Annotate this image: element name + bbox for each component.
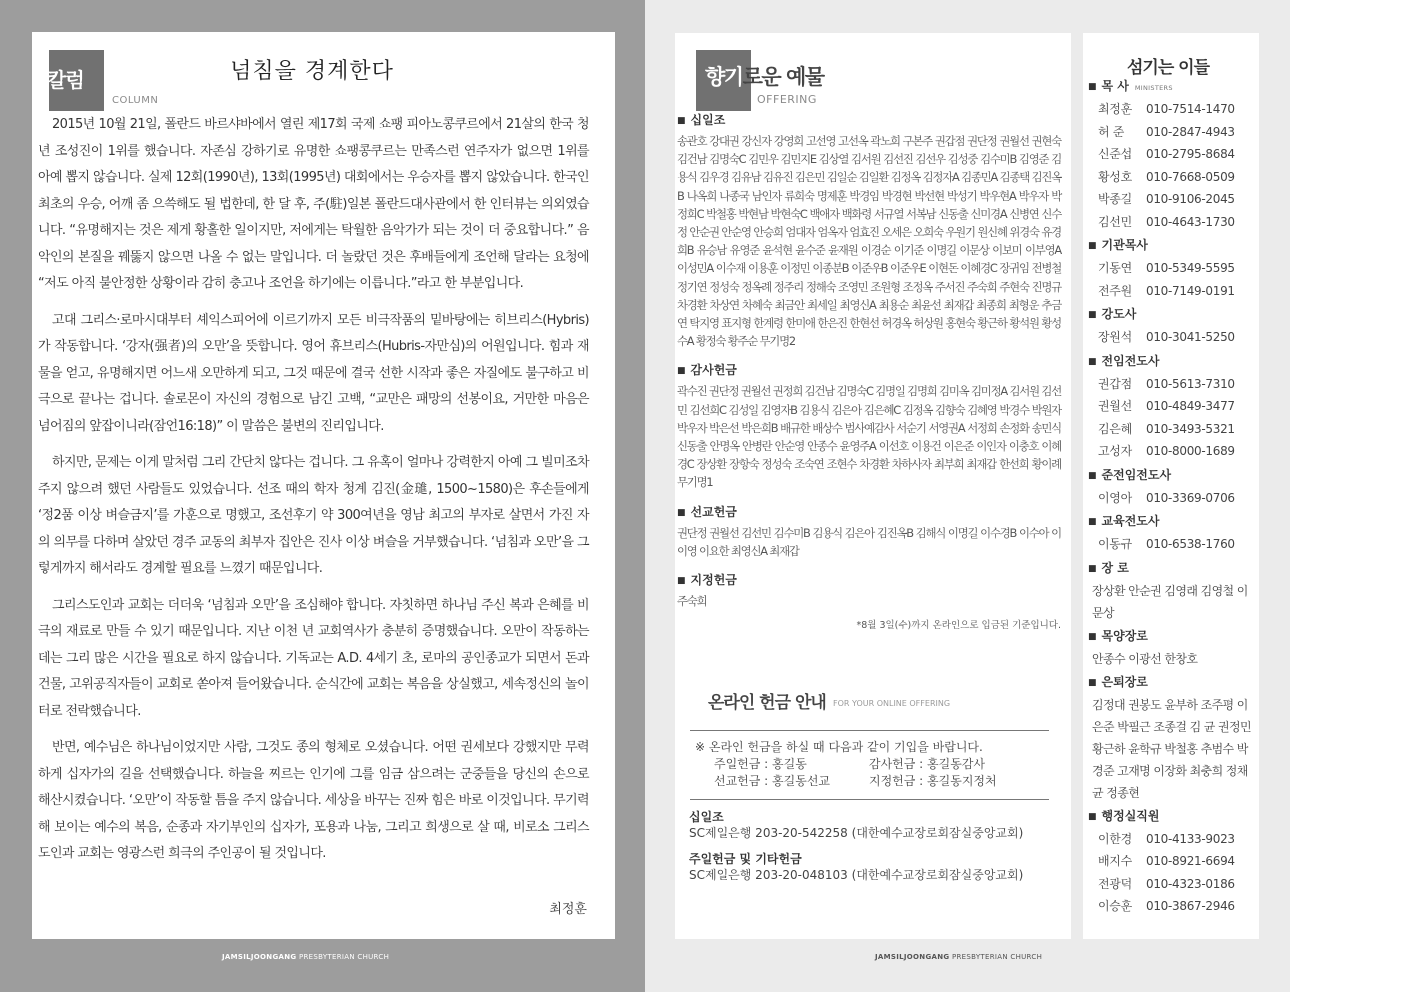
ministers-group (1088, 466, 1256, 510)
bank-account-value: SC제일은행 203-20-542258 (대한예수교장로회잠실중앙교회) (689, 826, 1024, 840)
ministers-group-heading-label: 기관목사 (1101, 238, 1148, 252)
minister-name: 최정훈 (1098, 102, 1132, 116)
column-subtitle: COLUMN (112, 95, 159, 106)
minister-name: 이영아 (1098, 490, 1132, 505)
minister-contact-row (1088, 166, 1256, 189)
minister-phone: 010-4323-0186 (1146, 876, 1235, 891)
ministers-group-heading-label: 교육전도사 (1101, 514, 1160, 528)
minister-contact-row (1088, 873, 1256, 896)
online-offering-title: 온라인 헌금 안내 (708, 693, 826, 713)
footer-name-bold: JAMSILJOONGANG (875, 953, 950, 961)
ministers-group (1088, 236, 1256, 302)
ministers-group (1088, 559, 1256, 624)
offering-section-names: 권단정 권월선 김선민 김수미B 김용식 김은아 김진옥B 김해식 이명길 이수경B 이수아 이이영 이요한 최영신A 최재갑 (677, 525, 1061, 558)
ministers-group (1088, 305, 1256, 349)
minister-name: 신준섭 (1098, 147, 1132, 161)
minister-contact-row (1088, 440, 1256, 463)
minister-name: 배지수 (1098, 854, 1132, 868)
minister-contact-row (1088, 828, 1256, 851)
column-title: 넘침을 경계한다 (230, 59, 394, 84)
ministers-group-heading (1088, 627, 1256, 648)
online-offering-row (695, 773, 1045, 790)
ministers-list (1088, 77, 1256, 921)
online-offering-subtitle: FOR YOUR ONLINE OFFERING (833, 699, 951, 708)
footer-church-name (222, 953, 389, 961)
offering-section-mission (677, 503, 1061, 560)
elder-names: 김정대 권봉도 윤부하 조주평 이은준 박필근 조종걸 김 균 권정민 황근하 윤학규 박철홍 추범수 박경준 고재명 이장화 최충희 정채균 정종현 (1092, 697, 1251, 800)
minister-phone: 010-4643-1730 (1146, 214, 1235, 229)
minister-name: 권갑점 (1098, 376, 1132, 391)
minister-contact-row (1088, 487, 1256, 510)
ministers-group-heading (1088, 673, 1256, 694)
offering-section-designated (677, 571, 1061, 610)
offering-section-heading: ■ 선교헌금 (677, 503, 1061, 524)
minister-phone: 010-7514-1470 (1146, 102, 1235, 116)
offering-title (705, 61, 824, 91)
minister-phone: 010-5349-5595 (1146, 261, 1235, 275)
ministers-group-heading-label: 행정실직원 (1101, 808, 1160, 823)
column-author: 최정훈 (549, 902, 587, 917)
minister-name: 권월선 (1098, 399, 1132, 413)
minister-phone: 010-8000-1689 (1146, 444, 1235, 458)
ministers-group (1088, 77, 1256, 233)
minister-phone: 010-6538-1760 (1146, 537, 1235, 551)
ministers-group (1088, 807, 1256, 918)
ministers-group-heading-label: 목양장로 (1101, 628, 1148, 643)
minister-contact-row (1088, 373, 1256, 396)
minister-contact-row (1088, 418, 1256, 441)
minister-name: 고성자 (1098, 444, 1132, 458)
column-paragraph: 2015년 10월 21일, 폴란드 바르샤바에서 열린 제17회 국제 쇼팽 피아노콩쿠르에서 21살의 한국 청년 조성진이 1위를 했습니다. 자존심 강하기로 유명한 쇼팽콩쿠르는 만족스런 연주자가 없으면 1위를 아예 뽑지 않습니다. 실제 12회(1990년), 13회(1995년) 대회에서는 우승자를 뽑지 않았습니다. 한국인 최초의 우승, 어깨 좀 으쓱해도 될 법한데, 한 달 후, 주(駐)일본 폴란드대사관에서 한 인터뷰는 의외였습니다. “유명해지는 것은 제게 황홀한 일이지만, 저에게는 탁월한 음악가가 되는 것이 더 중요합니다.” 음악인의 본질을 꿰뚫지 않으면 나올 수 없는 말입니다. 더 놀랐던 것은 후배들에게 조언해 달라는 요청에 “저도 아직 불안정한 상황이라 감히 충고나 조언을 하기에는 이릅니다.”라고 한 부분입니다. (38, 117, 589, 291)
ministers-group (1088, 673, 1256, 804)
offering-title-part-a: 향기 (705, 65, 743, 89)
minister-phone: 010-2847-4943 (1146, 124, 1235, 139)
ministers-group-heading-label: 은퇴장로 (1101, 674, 1148, 689)
online-offering-example: 선교헌금 : 홍길동선교 (714, 774, 831, 788)
minister-phone: 010-2795-8684 (1146, 147, 1235, 161)
minister-contact-row (1088, 257, 1256, 280)
ministers-group-heading (1088, 77, 1256, 98)
minister-name: 전광덕 (1098, 876, 1132, 891)
ministers-group-heading (1088, 559, 1256, 580)
bank-account-label: 주일헌금 및 기타헌금 (689, 852, 802, 866)
ministers-group-heading-label: 전임전도사 (1101, 353, 1160, 368)
offering-panel (675, 33, 1071, 939)
minister-name: 김은혜 (1098, 421, 1132, 436)
minister-name: 김선민 (1098, 214, 1132, 229)
minister-contact-row (1088, 188, 1256, 211)
minister-phone: 010-3493-5321 (1146, 421, 1235, 436)
column-paragraph: 반면, 예수님은 하나님이었지만 사람, 그것도 종의 형체로 오셨습니다. 어떤 권세보다 강했지만 무력하게 십자가의 길을 선택했습니다. 하늘을 찌르는 인기에 그를 임금 삼으려는 군중들을 당신의 손으로 해산시켰습니다. ‘오만’이 작동할 틈을 주지 않습니다. 세상을 바꾸는 진짜 힘은 바로 이것입니다. 무기력해 보이는 예수의 복음, 순종과 자기부인의 십자가, 포용과 나눔, 그리고 희생으로 살 때, 비로소 그리스도인과 교회는 영광스런 희극의 주인공이 될 것입니다. (38, 740, 589, 861)
online-offering-row (695, 756, 1045, 773)
minister-phone: 010-4849-3477 (1146, 399, 1235, 413)
minister-phone: 010-9106-2045 (1146, 192, 1235, 206)
online-offering-example: 주일헌금 : 홍길동 (714, 757, 807, 771)
ministers-group-heading (1088, 236, 1256, 257)
offering-section-heading: ■ 십일조 (677, 111, 1061, 132)
bank-account-item (689, 809, 1059, 841)
ministers-group-heading (1088, 512, 1256, 533)
footer-name-rest: PRESBYTERIAN CHURCH (296, 953, 390, 961)
online-offering-instructions (695, 739, 1045, 790)
minister-contact-row (1088, 850, 1256, 873)
ministers-group (1088, 352, 1256, 463)
offering-subtitle: OFFERING (757, 93, 817, 106)
ministers-group-heading-label: 장 로 (1101, 560, 1129, 575)
ministers-group-heading (1088, 807, 1256, 828)
minister-name: 이한경 (1098, 831, 1132, 846)
minister-contact-row (1088, 895, 1256, 918)
offering-note: *8월 3일(수)까지 온라인으로 입금된 기준입니다. (856, 620, 1061, 632)
minister-name: 기동연 (1098, 261, 1132, 275)
elder-names: 장상환 안순권 김영래 김영철 이문상 (1092, 583, 1248, 620)
offering-section-heading: ■ 지정헌금 (677, 571, 1061, 592)
bank-account-label: 십일조 (689, 810, 724, 824)
minister-contact-row (1088, 143, 1256, 166)
minister-phone: 010-3369-0706 (1146, 490, 1235, 505)
minister-name: 박종길 (1098, 192, 1132, 206)
ministers-group-heading-label: 강도사 (1101, 307, 1137, 321)
column-paragraph: 하지만, 문제는 이게 말처럼 그리 간단치 않다는 겁니다. 그 유혹이 얼마나 강력한지 아예 그 빌미조차 주지 않으려 했던 사람들도 있었습니다. 선조 때의 학자 청계 김진(金璡, 1500~1580)은 후손들에게 ‘정2품 이상 벼슬금지’를 가훈으로 명했고, 조선후기 약 300여년을 영남 최고의 부자로 살면서 가진 자의 의무를 다하며 살았던 경주 교동의 최부자 집안은 진사 이상 벼슬을 거부했습니다. ‘넘침과 오만’을 그렇게까지 해서라도 경계할 필요를 느꼈기 때문입니다. (38, 455, 589, 576)
minister-phone: 010-3867-2946 (1146, 899, 1235, 913)
offering-section-thanks (677, 361, 1061, 491)
column-paragraph: 고대 그리스·로마시대부터 셰익스피어에 이르기까지 모든 비극작품의 밑바탕에는 히브리스(Hybris)가 작동합니다. ‘강자(强者)의 오만’을 뜻합니다. 영어 휴브리스(Hubris-자만심)의 어원입니다. 힘과 재물을 얻고, 유명해지면 어느새 오만하게 되고, 그것 때문에 결국 선한 시작과 좋은 자질에도 불구하고 비극으로 끝나는 겁니다. 솔로몬이 자신의 경험으로 남긴 고백, “교만은 패망의 선봉이요, 거만한 마음은 넘어짐의 앞잡이니라(잠언16:18)” 이 말씀은 불변의 진리입니다. (38, 312, 589, 434)
column-paragraph: 그리스도인과 교회는 더더욱 ‘넘침과 오만’을 조심해야 합니다. 자칫하면 하나님 주신 복과 은혜를 비극의 재료로 만들 수 있기 때문입니다. 지난 이천 년 교회역사가 충분히 증명했습니다. 오만이 작동하는 데는 그리 많은 시간을 필요로 하지 않습니다. 기독교는 A.D. 4세기 초, 로마의 공인종교가 되면서 돈과 건물, 고위공직자들이 교회로 쏟아져 들어왔습니다. 순식간에 교회는 복음을 상실했고, 세속정신의 놀이터로 전락했습니다. (38, 597, 589, 719)
ministers-group-heading-label: 목 사 (1101, 79, 1129, 93)
online-offering-intro: ※ 온라인 헌금을 하실 때 다음과 같이 기입을 바랍니다. (695, 740, 983, 754)
footer-church-name (875, 953, 1042, 961)
offering-title-part-b: 로운 예물 (742, 65, 824, 89)
online-offering-example: 지정헌금 : 홍길동지정처 (869, 774, 997, 788)
ministers-group-heading (1088, 466, 1256, 487)
minister-contact-row (1088, 280, 1256, 303)
ministers-panel (1083, 33, 1259, 939)
minister-name: 이승훈 (1098, 899, 1132, 913)
ministers-title: 섬기는 이들 (1127, 58, 1210, 78)
minister-contact-row (1088, 395, 1256, 418)
minister-contact-row (1088, 98, 1256, 121)
footer-name-bold: JAMSILJOONGANG (222, 953, 297, 961)
ministers-group-heading-en: MINISTERS (1134, 84, 1173, 92)
offering-section-names: 곽수진 권단정 권월선 권정희 김건남 김명숙C 김명일 김명희 김미옥 김미정A 김서원 김선민 김선희C 김성일 김영자B 김용식 김은아 김은혜C 김정옥 김향숙 김혜영 박경수 박원자 박우자 박은선 박은희B 배규한 배상수 범사예감사 서순기 서영권A 서정희 손정화 송민식 신동출 안명옥 안병란 안순영 안종수 윤영주A 이선호 이용건 이은준 이인자 이충호 이혜경C 장상환 장항숙 정성숙 조숙연 조현수 차경환 차하사자 최부희 최재갑 한선희 황이례 무기명1 (677, 384, 1061, 490)
ministers-group (1088, 512, 1256, 556)
minister-name: 황성호 (1098, 169, 1132, 184)
minister-contact-row (1088, 121, 1256, 144)
column-badge-label: 칼럼 (47, 68, 84, 92)
column-body (38, 112, 589, 878)
ministers-group-heading-label: 준전임전도사 (1101, 467, 1172, 482)
minister-phone: 010-5613-7310 (1146, 376, 1235, 391)
offering-section-names: 송관호 강대권 강신자 강영희 고선영 고선옥 곽노희 구본주 권갑점 권단정 권월선 권현숙 김건남 김명숙C 김민우 김민지E 김상열 김서원 김선진 김선우 김성중 김수미B 김영준 김용식 김우경 김유남 김유진 김은민 김일순 김일환 김정옥 김정자A 김종민A 김종택 김진옥B 나옥희 나종국 남인자 류희숙 명제훈 박경임 박경현 박선현 박성기 박우현A 박우자 박정희C 박철홍 박현남 박현숙C 백애자 백화령 서규열 서복남 신동출 신미경A 신병연 신수정 안순권 안순영 안승희 엄대자 엄옥자 엄효진 오세은 오희숙 우원기 원신혜 위경숙 유경희B 유승남 유영준 윤석현 윤수준 윤재원 이경순 이기준 이명길 이문상 이보미 이부영A 이성민A 이수재 이용훈 이정민 이종분B 이준우B 이준우E 이현돈 이혜경C 장귀임 전병철 정기연 정성숙 정옥례 정주리 정해숙 조영민 조원형 조정옥 주서진 주숙희 주현숙 진명규 차경환 차상연 차혜숙 최금안 최세일 최영신A 최용순 최윤선 최재갑 최종희 최형운 추금연 탁지영 표지형 한계령 한미애 한은진 한현선 허경옥 허상원 홍현숙 황근하 황석원 황성수A 황정숙 황주순 무기명2 (677, 134, 1061, 349)
offering-section-tithe (677, 111, 1061, 350)
bank-accounts (689, 809, 1059, 893)
minister-phone: 010-7668-0509 (1146, 169, 1235, 184)
bank-account-item (689, 851, 1059, 883)
minister-name: 이동규 (1098, 537, 1132, 551)
footer-name-rest: PRESBYTERIAN CHURCH (949, 953, 1043, 961)
minister-phone: 010-8921-6694 (1146, 854, 1235, 868)
column-panel (32, 32, 615, 939)
minister-contact-row (1088, 533, 1256, 556)
minister-phone: 010-3041-5250 (1146, 330, 1235, 344)
ministers-group-heading (1088, 352, 1256, 373)
minister-contact-row (1088, 326, 1256, 349)
offering-section-names: 주숙희 (677, 594, 707, 609)
offering-section-heading: ■ 감사헌금 (677, 361, 1061, 382)
minister-name: 장원석 (1098, 330, 1132, 344)
ministers-group-heading (1088, 305, 1256, 326)
divider (690, 730, 1049, 731)
minister-contact-row (1088, 211, 1256, 234)
online-offering-example: 감사헌금 : 홍길동감사 (869, 757, 986, 771)
minister-name: 전주원 (1098, 283, 1132, 298)
minister-name: 허 준 (1098, 124, 1125, 139)
elder-names: 안종수 이광선 한창호 (1092, 651, 1198, 666)
bank-account-value: SC제일은행 203-20-048103 (대한예수교장로회잠실중앙교회) (689, 868, 1024, 882)
ministers-group (1088, 627, 1256, 670)
divider (690, 799, 1049, 800)
minister-phone: 010-4133-9023 (1146, 831, 1235, 846)
minister-phone: 010-7149-0191 (1146, 283, 1235, 298)
offering-list (677, 111, 1061, 631)
